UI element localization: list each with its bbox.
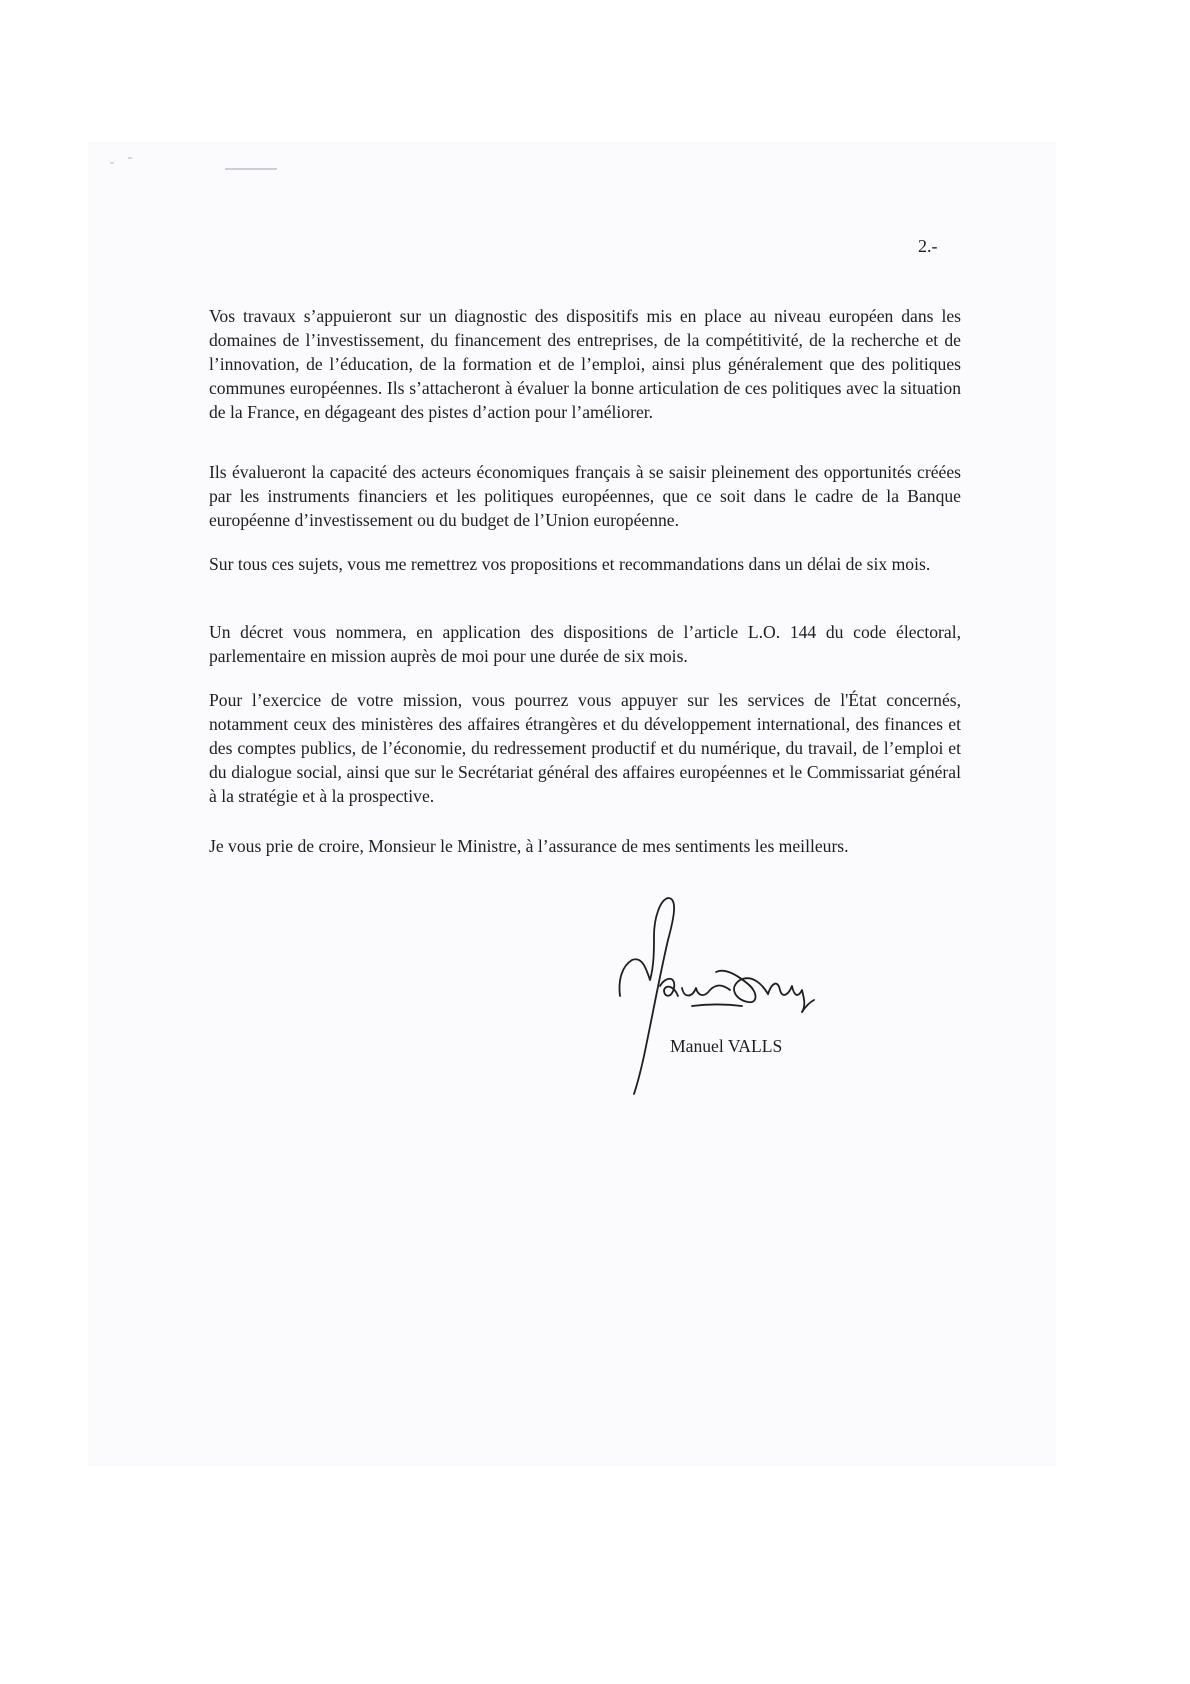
paragraph-evaluation: Ils évalueront la capacité des acteurs économiques français à se saisir pleinement des opportunités créées par les instruments financiers et les politiques européennes, que ce soit dans le cadre de la Banque européenne d’investissement ou du budget de l’Union européenne. [209, 462, 961, 530]
scan-artifact [128, 157, 132, 159]
paragraph-diagnostic: Vos travaux s’appuieront sur un diagnostic des dispositifs mis en place au niveau européen dans les domaines de l’investissement, du financement des entreprises, de la compétitivité, de la recherche et de l’innovation, de l’éducation, de la formation et de l’emploi, ainsi plus généralement que des politiques communes européennes. Ils s’attacheront à évaluer la bonne articulation de ces politiques avec la situation de la France, en dégageant des pistes d’action pour l’améliorer. [209, 306, 961, 422]
paragraph-services: Pour l’exercice de votre mission, vous pourrez vous appuyer sur les services de l'État concernés, notamment ceux des ministères des affaires étrangères et du développement international, des finances et des comptes publics, de l’économie, du redressement productif et du numérique, du travail, de l’emploi et du dialogue social, ainsi que sur le Secrétariat général des affaires européennes et le Commissariat général à la stratégie et à la prospective. [209, 690, 961, 806]
paragraph-decree: Un décret vous nommera, en application des dispositions de l’article L.O. 144 du code électoral, parlementaire en mission auprès de moi pour une durée de six mois. [209, 622, 961, 666]
signatory-name: Manuel VALLS [670, 1036, 783, 1056]
page-number: 2.- [918, 236, 938, 256]
scan-artifact [110, 162, 114, 164]
paragraph-deadline: Sur tous ces sujets, vous me remettrez vos propositions et recommandations dans un délai de six mois. [209, 554, 931, 574]
handwritten-signature [612, 888, 872, 1098]
paragraph-closing: Je vous prie de croire, Monsieur le Ministre, à l’assurance de mes sentiments les meilleurs. [209, 836, 849, 856]
scan-artifact [225, 168, 277, 170]
